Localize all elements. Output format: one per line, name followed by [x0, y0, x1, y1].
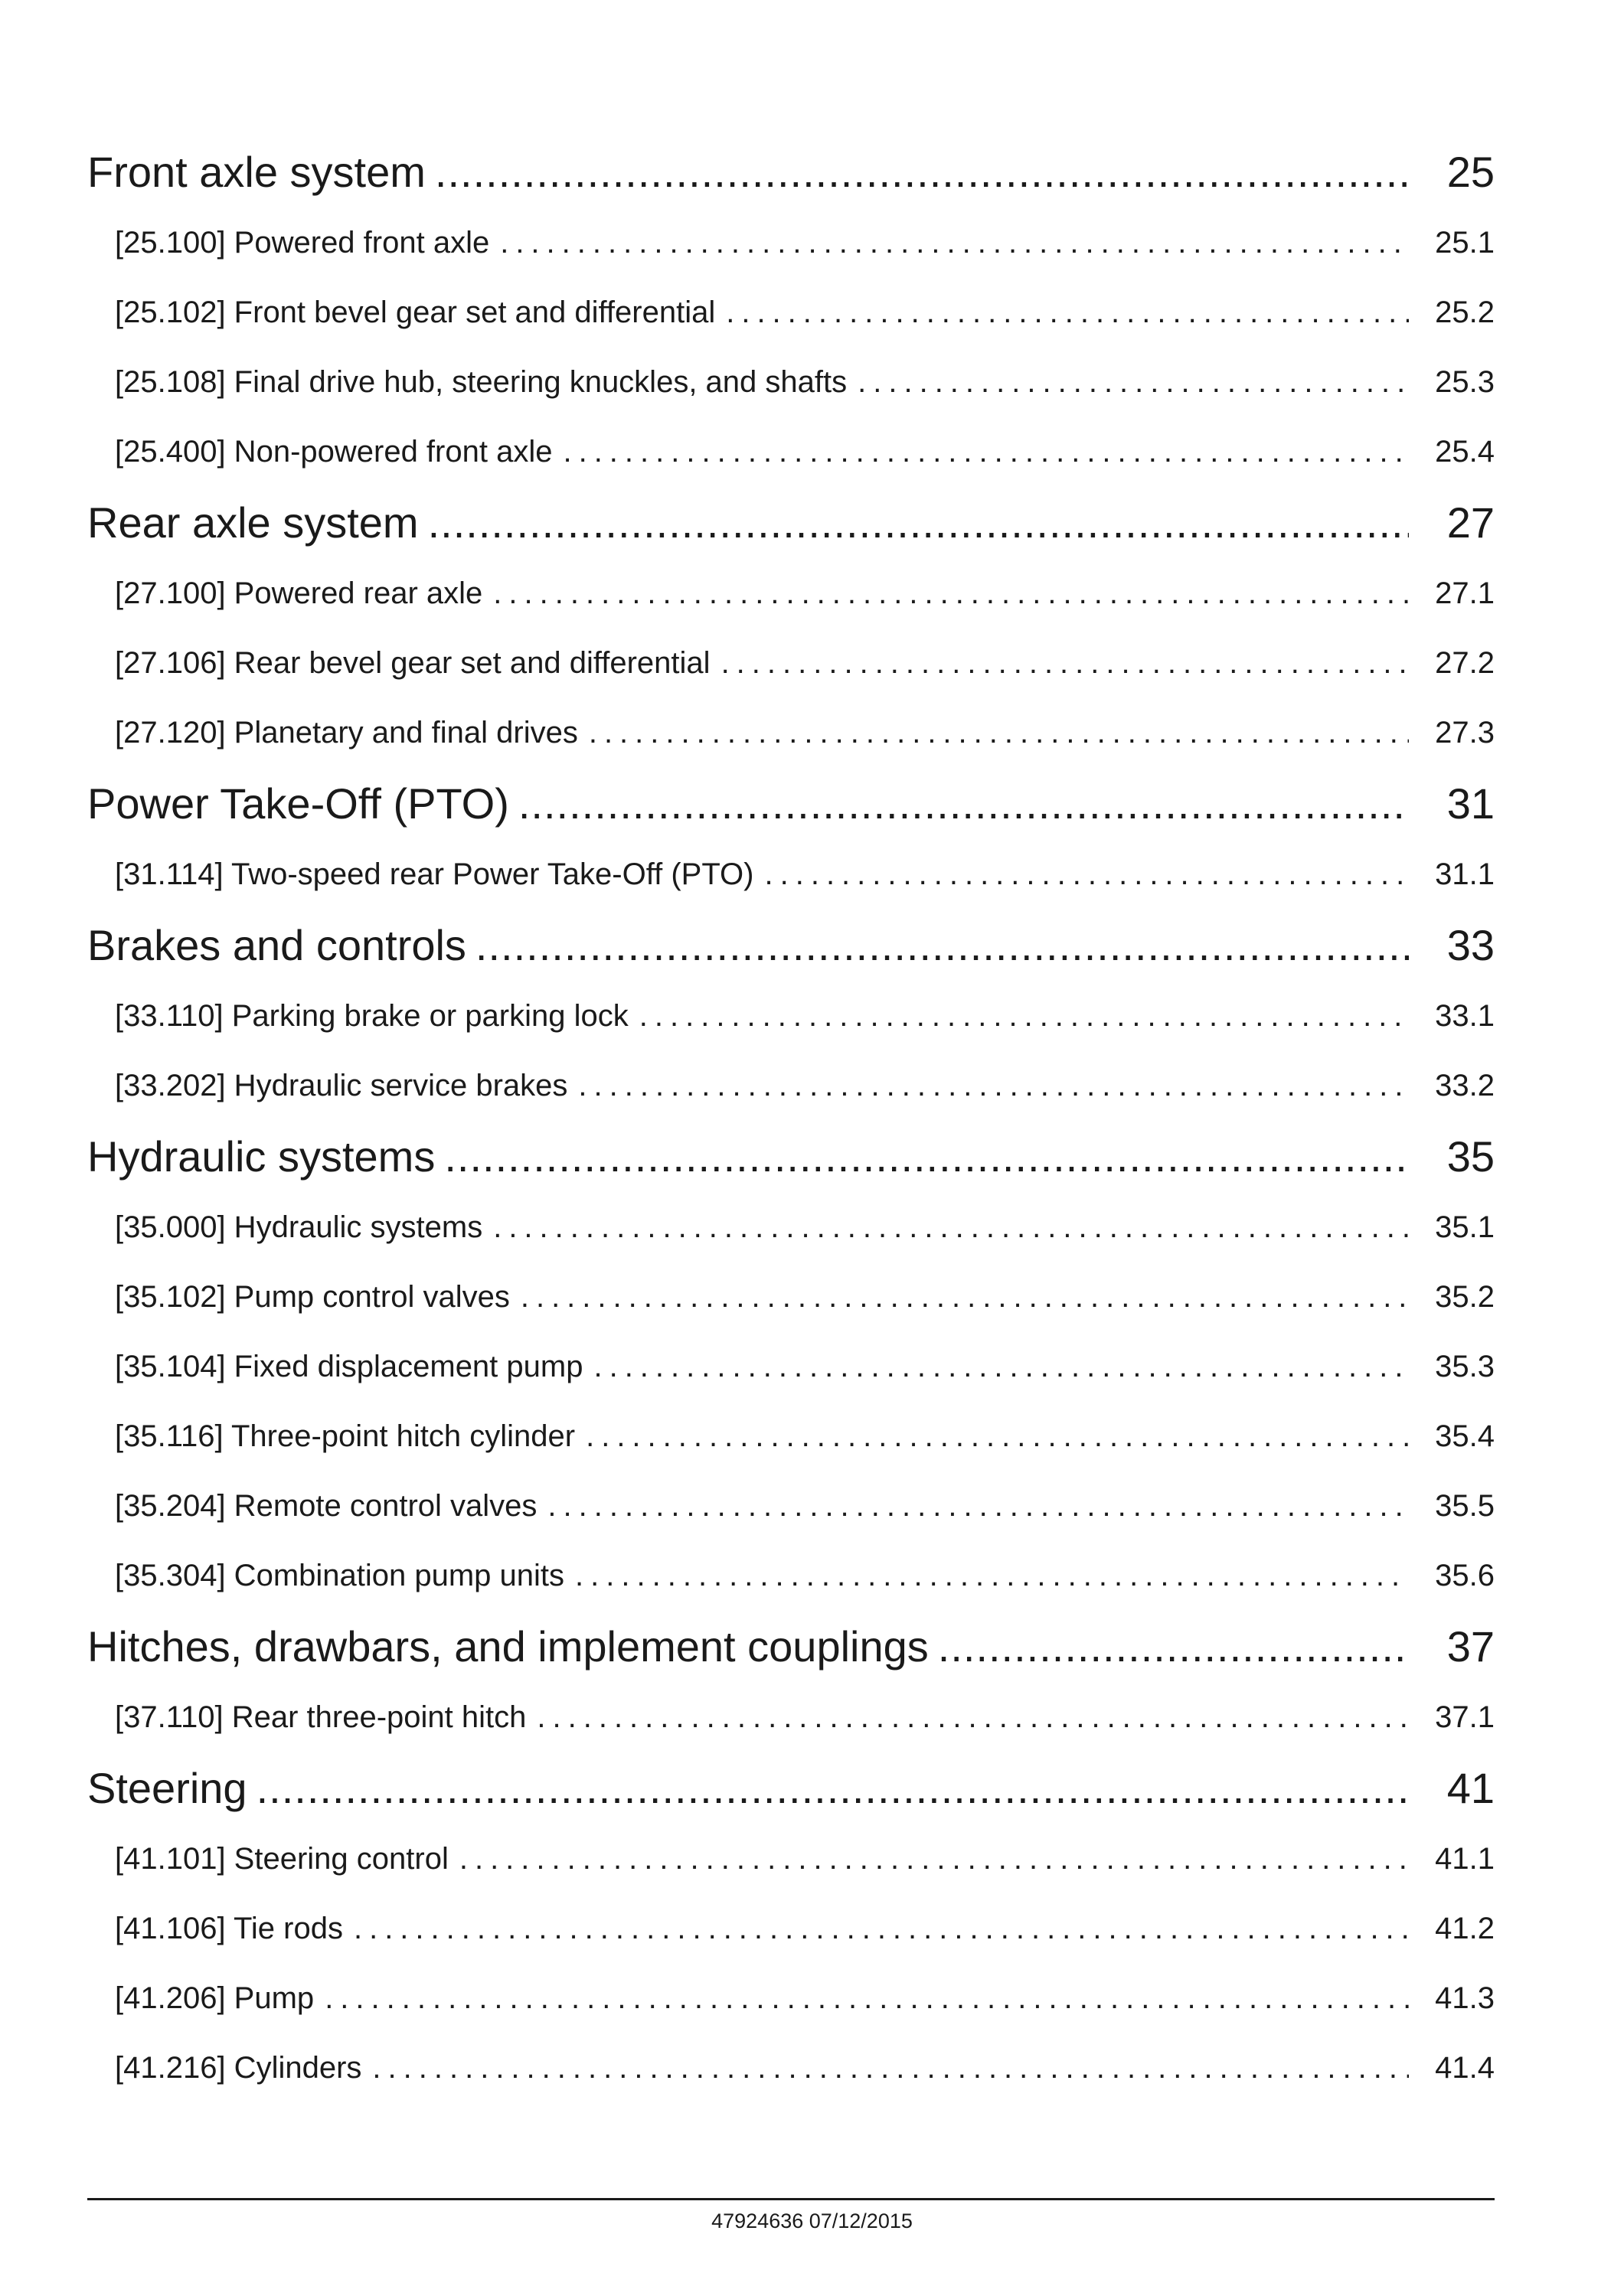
toc-section-title: Steering: [87, 1764, 247, 1812]
toc-subsection-entry[interactable]: [87, 1051, 1495, 1121]
toc-subsection-entry[interactable]: [87, 278, 1495, 348]
dot-leader: [563, 417, 1409, 487]
toc-section-title: Front axle system: [87, 148, 426, 196]
toc-subsection-page-number: 25.4: [1435, 435, 1495, 469]
footer-divider: [87, 2198, 1495, 2200]
toc-subsection-page-number: 27.2: [1435, 646, 1495, 680]
toc-subsection-title: [35.304] Combination pump units: [115, 1559, 565, 1592]
toc-subsection-title: [27.100] Powered rear axle: [115, 576, 483, 610]
toc-subsection-title: [31.114] Two-speed rear Power Take-Off (PTO): [115, 857, 754, 891]
toc-subsection-title: [41.106] Tie rods: [115, 1912, 343, 1945]
dot-leader: [493, 559, 1409, 629]
toc-subsection-page-number: 35.5: [1435, 1489, 1495, 1523]
toc-subsection-title: [25.100] Powered front axle: [115, 226, 490, 260]
toc-section-title: Brakes and controls: [87, 921, 466, 969]
toc-subsection-title: [35.102] Pump control valves: [115, 1280, 510, 1314]
toc-subsection-title: [25.102] Front bevel gear set and differential: [115, 296, 716, 329]
table-of-contents: [87, 136, 1495, 2103]
toc-subsection-title: [27.106] Rear bevel gear set and differential: [115, 646, 711, 680]
toc-subsection-entry[interactable]: [87, 840, 1495, 910]
dot-leader: [372, 2033, 1409, 2103]
toc-section-entry[interactable]: [87, 1752, 1495, 1824]
dot-leader: [354, 1894, 1409, 1964]
toc-section-page-number: 33: [1446, 921, 1495, 969]
toc-subsection-entry[interactable]: [87, 1894, 1495, 1964]
dot-leader: [639, 981, 1409, 1051]
dot-leader: [547, 1471, 1409, 1541]
toc-subsection-entry[interactable]: [87, 1964, 1495, 2033]
toc-subsection-entry[interactable]: [87, 559, 1495, 629]
dot-leader: [435, 136, 1409, 208]
toc-section-title: Rear axle system: [87, 498, 419, 547]
toc-subsection-page-number: 35.3: [1435, 1350, 1495, 1383]
toc-subsection-page-number: 35.6: [1435, 1559, 1495, 1592]
toc-subsection-title: [33.110] Parking brake or parking lock: [115, 999, 629, 1033]
toc-subsection-page-number: 41.2: [1435, 1912, 1495, 1945]
toc-subsection-page-number: 35.4: [1435, 1419, 1495, 1453]
toc-section-page-number: 35: [1446, 1132, 1495, 1181]
toc-subsection-entry[interactable]: [87, 1332, 1495, 1402]
toc-section-entry[interactable]: [87, 1121, 1495, 1193]
dot-leader: [428, 487, 1409, 559]
toc-section-page-number: 41: [1446, 1764, 1495, 1812]
dot-leader: [521, 1262, 1409, 1332]
toc-subsection-page-number: 41.1: [1435, 1842, 1495, 1876]
dot-leader: [578, 1051, 1409, 1121]
toc-subsection-entry[interactable]: [87, 1683, 1495, 1752]
toc-section-title: Power Take-Off (PTO): [87, 779, 509, 828]
toc-subsection-title: [41.101] Steering control: [115, 1842, 449, 1876]
dot-leader: [444, 1121, 1409, 1193]
toc-subsection-entry[interactable]: [87, 1262, 1495, 1332]
toc-subsection-page-number: 25.1: [1435, 226, 1495, 260]
dot-leader: [764, 840, 1409, 910]
toc-section-entry[interactable]: [87, 136, 1495, 208]
toc-section-page-number: 37: [1446, 1622, 1495, 1671]
toc-subsection-title: [37.110] Rear three-point hitch: [115, 1700, 527, 1734]
toc-section-page-number: 31: [1446, 779, 1495, 828]
toc-subsection-title: [27.120] Planetary and final drives: [115, 716, 578, 750]
toc-section-entry[interactable]: [87, 910, 1495, 981]
toc-subsection-title: [41.206] Pump: [115, 1981, 315, 2015]
dot-leader: [938, 1611, 1409, 1683]
toc-subsection-page-number: 37.1: [1435, 1700, 1495, 1734]
dot-leader: [537, 1683, 1409, 1752]
toc-subsection-page-number: 35.1: [1435, 1210, 1495, 1244]
toc-subsection-entry[interactable]: [87, 2033, 1495, 2103]
toc-section-title: Hydraulic systems: [87, 1132, 436, 1181]
dot-leader: [586, 1402, 1409, 1471]
toc-subsection-page-number: 33.2: [1435, 1069, 1495, 1102]
toc-subsection-title: [41.216] Cylinders: [115, 2051, 362, 2085]
toc-section-entry[interactable]: [87, 1611, 1495, 1683]
toc-subsection-page-number: 41.4: [1435, 2051, 1495, 2085]
dot-leader: [858, 348, 1409, 417]
toc-subsection-page-number: 25.3: [1435, 365, 1495, 399]
dot-leader: [518, 768, 1409, 840]
dot-leader: [500, 208, 1409, 278]
toc-subsection-entry[interactable]: [87, 629, 1495, 698]
toc-section-page-number: 25: [1446, 148, 1495, 196]
toc-section-page-number: 27: [1446, 498, 1495, 547]
dot-leader: [257, 1752, 1409, 1824]
toc-subsection-title: [35.104] Fixed displacement pump: [115, 1350, 583, 1383]
toc-subsection-title: [25.400] Non-powered front axle: [115, 435, 553, 469]
toc-section-title: Hitches, drawbars, and implement couplings: [87, 1622, 929, 1671]
dot-leader: [726, 278, 1409, 348]
toc-subsection-entry[interactable]: [87, 417, 1495, 487]
toc-subsection-page-number: 41.3: [1435, 1981, 1495, 2015]
dot-leader: [325, 1964, 1409, 2033]
dot-leader: [459, 1824, 1409, 1894]
toc-section-entry[interactable]: [87, 768, 1495, 840]
toc-subsection-entry[interactable]: [87, 698, 1495, 768]
toc-subsection-page-number: 31.1: [1435, 857, 1495, 891]
dot-leader: [593, 1332, 1409, 1402]
toc-subsection-page-number: 33.1: [1435, 999, 1495, 1033]
dot-leader: [589, 698, 1409, 768]
toc-subsection-entry[interactable]: [87, 1193, 1495, 1262]
toc-subsection-entry[interactable]: [87, 981, 1495, 1051]
toc-subsection-entry[interactable]: [87, 1824, 1495, 1894]
toc-subsection-page-number: 25.2: [1435, 296, 1495, 329]
dot-leader: [575, 1541, 1409, 1611]
toc-subsection-entry[interactable]: [87, 1402, 1495, 1471]
toc-subsection-page-number: 27.3: [1435, 716, 1495, 750]
dot-leader: [721, 629, 1409, 698]
toc-subsection-title: [35.000] Hydraulic systems: [115, 1210, 483, 1244]
toc-subsection-title: [25.108] Final drive hub, steering knuckles, and shafts: [115, 365, 848, 399]
toc-subsection-page-number: 27.1: [1435, 576, 1495, 610]
toc-subsection-entry[interactable]: [87, 348, 1495, 417]
dot-leader: [493, 1193, 1409, 1262]
toc-subsection-entry[interactable]: [87, 1541, 1495, 1611]
dot-leader: [475, 910, 1409, 981]
toc-subsection-entry[interactable]: [87, 1471, 1495, 1541]
toc-subsection-title: [35.204] Remote control valves: [115, 1489, 538, 1523]
toc-section-entry[interactable]: [87, 487, 1495, 559]
toc-subsection-entry[interactable]: [87, 208, 1495, 278]
toc-subsection-title: [33.202] Hydraulic service brakes: [115, 1069, 568, 1102]
toc-subsection-page-number: 35.2: [1435, 1280, 1495, 1314]
footer-document-id: 47924636 07/12/2015: [711, 2209, 913, 2232]
toc-subsection-title: [35.116] Three-point hitch cylinder: [115, 1419, 576, 1453]
